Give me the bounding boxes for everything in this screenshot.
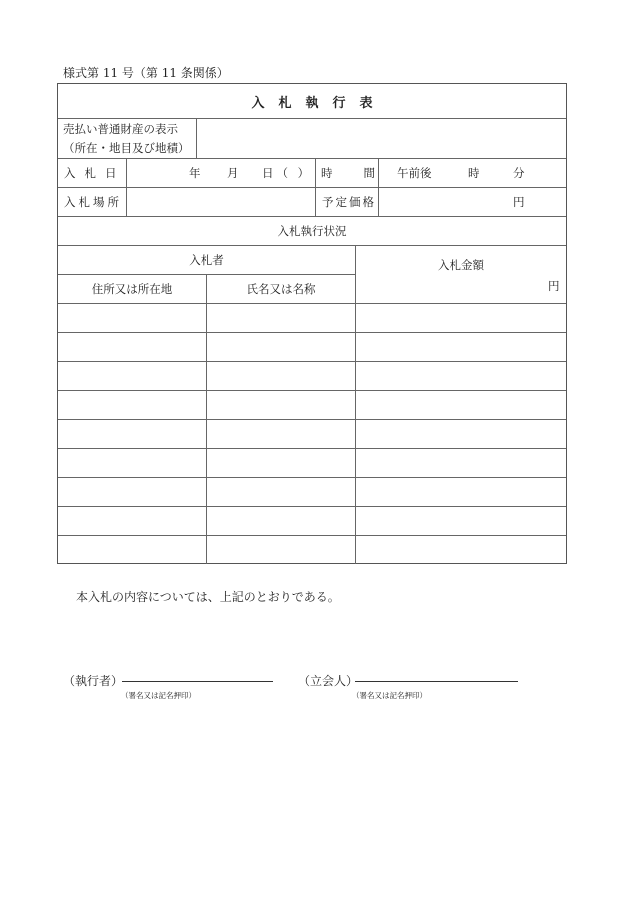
- bidder-amount-cell[interactable]: [360, 362, 562, 390]
- bidder-group-header: 入札者: [189, 253, 224, 267]
- bidder-amount-cell[interactable]: [360, 333, 562, 361]
- bidder-amount-cell[interactable]: [360, 478, 562, 506]
- bid-date-label: 入札日: [64, 166, 126, 180]
- executor-caption: （署名又は記名押印）: [121, 691, 196, 700]
- bidder-address-cell[interactable]: [62, 507, 202, 535]
- time-label-part: 間: [363, 166, 375, 180]
- bidder-address-cell[interactable]: [62, 478, 202, 506]
- bidder-amount-cell[interactable]: [360, 304, 562, 332]
- bidder-amount-cell[interactable]: [360, 449, 562, 477]
- divider: [355, 245, 356, 564]
- ampm-label: 午前後: [397, 166, 432, 180]
- year-label: 年: [189, 166, 201, 180]
- form-title: 入札執行表: [251, 95, 387, 111]
- property-input[interactable]: [197, 119, 566, 158]
- bidder-name-cell[interactable]: [211, 304, 351, 332]
- bidder-name-cell[interactable]: [211, 391, 351, 419]
- witness-label: （立会人）: [298, 674, 359, 688]
- price-unit: 円: [513, 195, 525, 209]
- amount-unit: 円: [548, 279, 560, 293]
- month-label: 月: [227, 166, 239, 180]
- bidder-name-cell[interactable]: [211, 507, 351, 535]
- bidder-name-cell[interactable]: [211, 536, 351, 564]
- day-label: 日（ ）: [262, 166, 313, 180]
- bidder-name-cell[interactable]: [211, 478, 351, 506]
- planned-price-label: 予定価格: [322, 195, 376, 209]
- bidder-amount-cell[interactable]: [360, 536, 562, 564]
- hour-label: 時: [468, 166, 480, 180]
- property-label-line2: （所在・地目及び地積）: [63, 141, 190, 155]
- bidder-address-cell[interactable]: [62, 333, 202, 361]
- bidder-name-cell[interactable]: [211, 362, 351, 390]
- time-label: [321, 159, 375, 187]
- property-label-line1: 売払い普通財産の表示: [63, 122, 178, 136]
- executor-label: （執行者）: [63, 674, 124, 688]
- divider: [315, 158, 316, 216]
- amount-column-header: 入札金額: [438, 258, 484, 272]
- execution-status-heading: 入札執行状況: [277, 224, 347, 238]
- witness-caption: （署名又は記名押印）: [352, 691, 427, 700]
- bidder-amount-cell[interactable]: [360, 507, 562, 535]
- bidder-name-cell[interactable]: [211, 333, 351, 361]
- bidder-amount-cell[interactable]: [360, 391, 562, 419]
- bidder-address-cell[interactable]: [62, 304, 202, 332]
- divider: [206, 274, 207, 564]
- executor-signature-line[interactable]: [122, 681, 273, 682]
- bidder-name-cell[interactable]: [211, 449, 351, 477]
- bidder-address-cell[interactable]: [62, 362, 202, 390]
- form-number-label: 様式第 11 号（第 11 条関係）: [63, 66, 229, 80]
- divider: [378, 158, 379, 216]
- minute-label: 分: [513, 166, 525, 180]
- bidder-address-cell[interactable]: [62, 420, 202, 448]
- bidder-name-cell[interactable]: [211, 420, 351, 448]
- bid-place-label: 入札場所: [64, 195, 122, 209]
- confirmation-statement: 本入札の内容については、上記のとおりである。: [76, 590, 340, 604]
- bid-place-input[interactable]: [127, 188, 315, 216]
- time-label-part: 時: [321, 166, 333, 180]
- witness-signature-line[interactable]: [355, 681, 518, 682]
- bid-execution-table: [57, 83, 567, 564]
- bidder-address-cell[interactable]: [62, 391, 202, 419]
- address-column-header: 住所又は所在地: [91, 282, 173, 296]
- name-column-header: 氏名又は名称: [246, 282, 316, 296]
- bidder-amount-cell[interactable]: [360, 420, 562, 448]
- bidder-address-cell[interactable]: [62, 536, 202, 564]
- bidder-address-cell[interactable]: [62, 449, 202, 477]
